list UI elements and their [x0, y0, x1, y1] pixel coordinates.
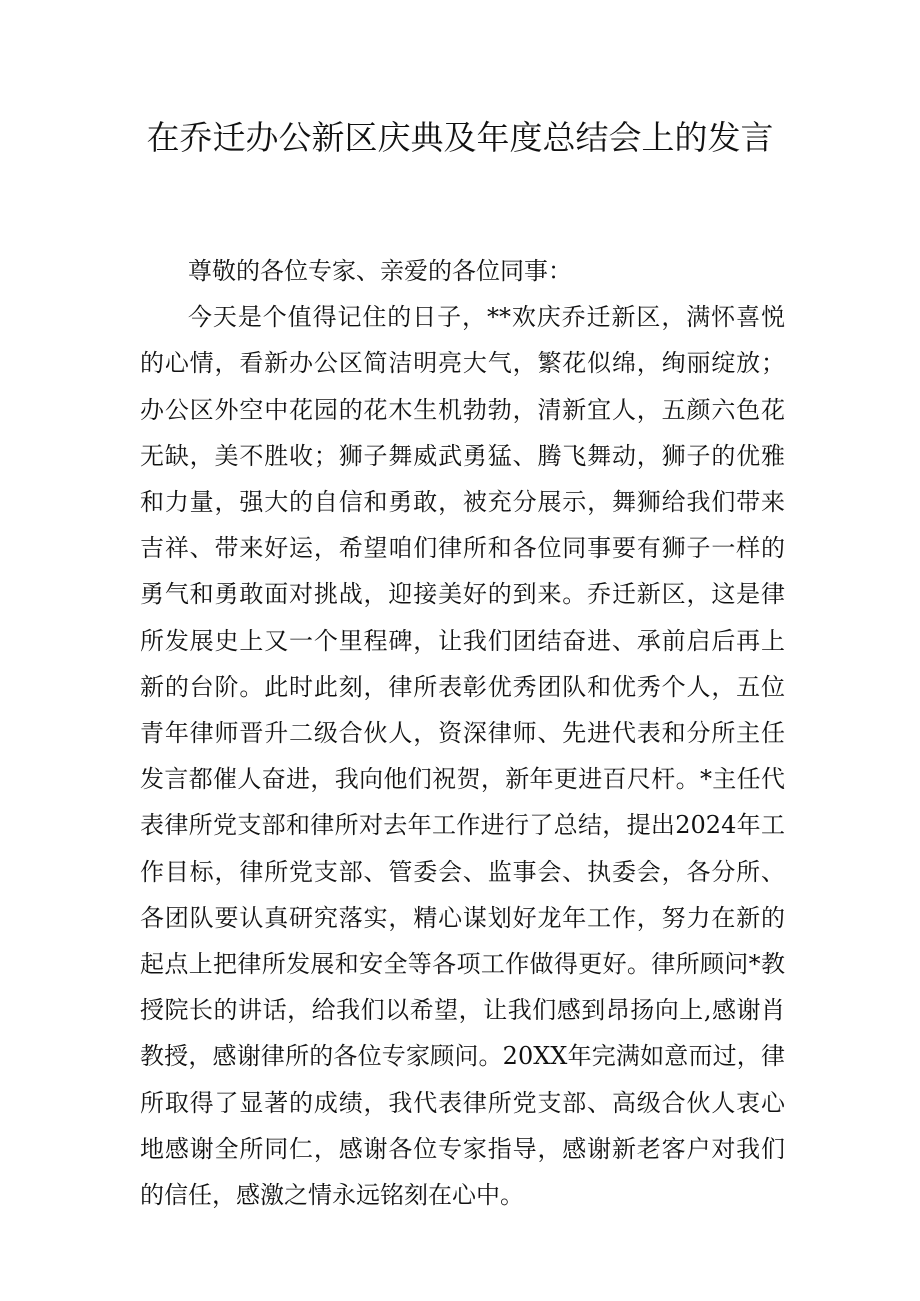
body-paragraph: 今天是个值得记住的日子，**欢庆乔迁新区，满怀喜悦的心情，看新办公区简洁明亮大气，繁花似绵，绚丽绽放；办公区外空中花园的花木生机勃勃，清新宜人，五颜六色花无缺，美不胜收；狮子舞威武勇猛、腾飞舞动，狮子的优雅和力量，强大的自信和勇敢，被充分展示，舞狮给我们带来吉祥、带来好运，希望咱们律所和各位同事要有狮子一样的勇气和勇敢面对挑战，迎接美好的到来。乔迁新区，这是律所发展史上又一个里程碑，让我们团结奋进、承前启后再上新的台阶。此时此刻，律所表彰优秀团队和优秀个人，五位青年律师晋升二级合伙人，资深律师、先进代表和分所主任发言都催人奋进，我向他们祝贺，新年更进百尺杆。*主任代表律所党支部和律所对去年工作进行了总结，提出2024年工作目标，律所党支部、管委会、监事会、执委会，各分所、各团队要认真研究落实，精心谋划好龙年工作，努力在新的起点上把律所发展和安全等各项工作做得更好。律所顾问*教授院长的讲话，给我们以希望，让我们感到昂扬向上,感谢肖教授，感谢律所的各位专家顾问。20XX年完满如意而过，律所取得了显著的成绩，我代表律所党支部、高级合伙人衷心地感谢全所同仁，感谢各位专家指导，感谢新老客户对我们的信任，感激之情永远铭刻在心中。 [140, 303, 785, 1210]
document-title: 在乔迁办公新区庆典及年度总结会上的发言 [146, 118, 774, 157]
document-body [140, 248, 785, 1218]
salutation: 尊敬的各位专家、亲爱的各位同事： [188, 257, 572, 285]
